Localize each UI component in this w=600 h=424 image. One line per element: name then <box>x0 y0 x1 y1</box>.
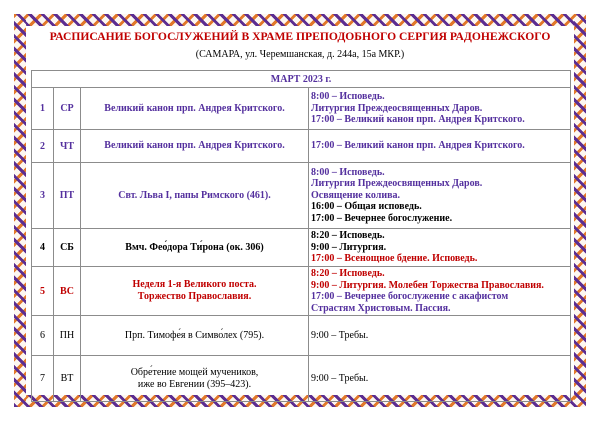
feast-cell <box>81 163 309 229</box>
day-cell: СБ <box>54 229 81 267</box>
service-line: 17:00 – Вечернее богослужение. <box>311 212 453 224</box>
feast-cell <box>81 88 309 130</box>
feast-cell <box>81 356 309 402</box>
date-cell: 4 <box>32 229 54 267</box>
services-cell <box>309 356 571 402</box>
feast-line: Вмч. Фео́дора Ти́рона (ок. 306) <box>125 241 264 253</box>
service-line: 17:00 – Вечернее богослужение с акафистом <box>311 291 509 303</box>
date-cell: 3 <box>32 163 54 229</box>
feast-line: Неделя 1-я Великого поста. <box>132 279 257 291</box>
day-cell: ВТ <box>54 356 81 402</box>
service-line: Страстям Христовым. Пассия. <box>311 302 451 314</box>
table-row <box>32 267 571 316</box>
service-line: 17:00 – Великий канон прп. Андрея Критского. <box>311 140 525 152</box>
service-line: 8:20 – Исповедь. <box>311 230 385 242</box>
feast-line: Великий канон прп. Андрея Критского. <box>104 102 285 114</box>
day-cell: ЧТ <box>54 130 81 163</box>
services-cell <box>309 229 571 267</box>
ornamental-border-left <box>14 14 26 407</box>
service-line: 16:00 – Общая исповедь. <box>311 201 422 213</box>
services-cell <box>309 163 571 229</box>
schedule-table <box>31 70 571 402</box>
table-row <box>32 88 571 130</box>
date-cell: 6 <box>32 316 54 356</box>
service-line: 8:00 – Исповедь. <box>311 91 385 103</box>
services-cell <box>309 316 571 356</box>
ornamental-border-right <box>574 14 586 407</box>
date-cell: 1 <box>32 88 54 130</box>
date-cell: 2 <box>32 130 54 163</box>
feast-cell <box>81 316 309 356</box>
service-line: 9:00 – Требы. <box>311 373 369 385</box>
table-row <box>32 163 571 229</box>
service-line: Литургия Преждеосвященных Даров. <box>311 178 483 190</box>
services-cell <box>309 88 571 130</box>
ornamental-border-top <box>14 14 586 26</box>
month-header: МАРТ 2023 г. <box>32 71 571 88</box>
feast-line: Обре́тение мощей мучеников, <box>130 366 259 378</box>
feast-line: иже во Евгении (395–423). <box>137 378 252 390</box>
page-subtitle: (САМАРА, ул. Черемшанская, д. 244а, 15а МКР.) <box>195 49 405 60</box>
feast-cell <box>81 229 309 267</box>
table-row <box>32 229 571 267</box>
day-cell: СР <box>54 88 81 130</box>
month-header-row <box>32 71 571 88</box>
page-title: РАСПИСАНИЕ БОГОСЛУЖЕНИЙ В ХРАМЕ ПРЕПОДОБНОГО СЕРГИЯ РАДОНЕЖСКОГО <box>49 30 551 43</box>
service-line: 17:00 – Великий канон прп. Андрея Критского. <box>311 114 525 126</box>
table-row <box>32 316 571 356</box>
table-row <box>32 356 571 402</box>
date-cell: 5 <box>32 267 54 316</box>
service-line: Освящение колива. <box>311 189 401 201</box>
table-row <box>32 130 571 163</box>
service-line: 17:00 – Всенощное бдение. Исповедь. <box>311 253 478 265</box>
day-cell: ПТ <box>54 163 81 229</box>
feast-line: Прп. Тимофе́я в Симво́лех (795). <box>124 329 265 341</box>
services-cell <box>309 267 571 316</box>
service-line: 9:00 – Литургия. <box>311 241 387 253</box>
feast-cell <box>81 267 309 316</box>
services-cell <box>309 130 571 163</box>
day-cell: ВС <box>54 267 81 316</box>
service-line: 8:20 – Исповедь. <box>311 268 385 279</box>
day-cell: ПН <box>54 316 81 356</box>
feast-cell <box>81 130 309 163</box>
service-line: 8:00 – Исповедь. <box>311 166 385 178</box>
schedule-body <box>32 88 571 402</box>
feast-line: Великий канон прп. Андрея Критского. <box>104 140 285 151</box>
feast-line: Свт. Льва I, папы Римского (461). <box>118 189 271 201</box>
date-cell: 7 <box>32 356 54 402</box>
feast-line: Торжество Православия. <box>137 291 252 303</box>
service-line: Литургия Преждеосвященных Даров. <box>311 102 483 114</box>
service-line: 9:00 – Литургия. Молебен Торжества Православия. <box>311 279 544 291</box>
service-line: 9:00 – Требы. <box>311 330 369 342</box>
